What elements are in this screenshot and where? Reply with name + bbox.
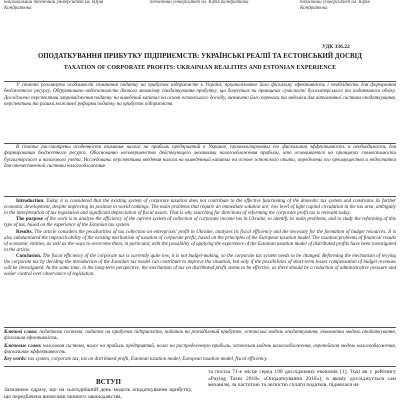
abstract-russian [4, 145, 396, 195]
keywords-ukrainian [4, 330, 396, 342]
abstract-en-text: Today it is considered that the existing system of corporate taxation does not contribute to the effective functioning of the domestic tax system and constrains its further economic development, despite improving its position in world rankings. The main problems that require an immediate solution are: low level of light capital circulation in the tax area, ambiguity in the interpretation of tax legislation and significant depreciation of fiscal assets. That is why searching for directions of reforming the corporate profit tax is relevant today. [4, 199, 396, 217]
divider [4, 81, 396, 82]
abstract-en-label: Conclusion. [16, 254, 42, 260]
keywords-english [4, 357, 396, 363]
divider [4, 327, 396, 328]
keywords-label: Ключові слова: [4, 330, 38, 335]
keywords-text: налоговая система, налог на прибыль предприятий, налог на распределенную прибыль, эстонская модель налогообложения, европейская модель налогообложения, фискальная эффективность. [4, 344, 396, 355]
udc-code: УДК 336.22 [322, 44, 350, 50]
abstract-en-paragraph [4, 217, 396, 229]
keywords-label: Key words: [4, 357, 27, 362]
keywords-label: Ключевые слова: [4, 344, 42, 349]
body-paragraph: та посіла 71-е місце серед 190 досліджених економік [1]. Тоді як у рейтингу «Paying Taxes 2018» «Оподаткування 2018»), в якому досліджується сам механізм, за частотою та легкістю сплати податків, піднялася на [208, 369, 396, 388]
divider [4, 196, 396, 197]
abstract-en-label: Introduction. [16, 199, 45, 204]
abstract-russian-text: В статье рассмотрены особенности взимания налога на прибыль предприятий в Украине, проанализированы его фискальная эффективность и необходимость для формирования бюджетного ресурса. Обоснованно несовершенство действующего механизма налогообложения прибыли, что основывается на принципах совместимости бухгалтерского и налогового учета. Исследованы перспективы введения налога на выведенный капитал на основе эстонского опыта, определены его преимущества и недостатки для отечественной системы налогообложения. [4, 145, 396, 170]
paper-title-ukrainian: ОПОДАТКУВАННЯ ПРИБУТКУ ПІДПРИЄМСТВ: УКРАЇНСЬКІ РЕАЛІЇ ТА ЕСТОНСЬКИЙ ДОСВІД [37, 53, 363, 60]
abstract-en-paragraph [4, 199, 396, 217]
body-column-right [208, 369, 396, 389]
keywords-text: податкова система, податок на прибуток підприємств, податок на розподілений прибуток, естонська модель оподаткування, економічна модель оподаткування, фіскальна ефективність. [4, 330, 396, 341]
affiliation-2: технічний університет ім. Юрія Кондратюка [150, 0, 249, 5]
keywords-russian [4, 344, 396, 356]
abstract-en-text: The fiscal efficiency of the corporate tax is currently quite low, it is not budget-making, so the corporate tax system needs to be changed. Reforming the mechanism of levying the corporate tax by deciding the introduction of the Estonian tax model can contribute to improve the situation, but only if the possibilities of short-term losses compensation of budget revenues will be investigated. At the same time, in the long-term perspective, the mechanism of tax on distributed profit seems to be effective, as there should be a reduction of administrative pressure and easier control over observance of legislation. [4, 254, 396, 278]
abstract-en-paragraph [4, 254, 396, 278]
affiliation-3: технічний університет ім. Юрія Кондратюка [300, 0, 370, 11]
body-column-left [4, 387, 192, 400]
abstract-en-text: The article considers the peculiarities of tax collection on enterprises' profit in Ukraine, analyzes its fiscal efficiency and the necessity for the formation of budget resources. It is also substantiated the impracticability of the existing mechanism of taxation of corporate profit, based on the principles of the European taxation model. The taxation problems of financial results of economic entities, as well as the ways to overcome them, in particular, with the possibility of applying the experience of the Estonian taxation model of distributed profits have been investigated in the article. [4, 229, 397, 253]
keywords-text: tax system, corporate tax, tax on distributed profit, Estonian taxation model, European taxation model, fiscal efficiency. [28, 357, 268, 362]
abstract-en-text: of the work is to analyze the efficiency of the current system of collection of corporate income tax in Ukraine, to identify its main problems, and to study the reforming of this type of tax, based on the experience of the Estonian tax system. [4, 217, 397, 229]
abstract-ukrainian [4, 83, 396, 143]
abstract-english [4, 199, 396, 325]
divider [4, 143, 396, 144]
paper-title-english: TAXATION OF CORPORATE PROFITS: UKRAINIAN REALITIES AND ESTONIAN EXPERIENCE [63, 65, 337, 71]
abstract-en-label: Results. [16, 229, 33, 235]
abstract-en-paragraph [4, 230, 396, 254]
abstract-en-label: The purpose [16, 217, 43, 223]
divider [4, 366, 396, 367]
affiliation-1: національний технічний університет ім. Юрія Кондратюка [4, 0, 104, 11]
abstract-ukrainian-text: У статті розглянуто особливості стягнення податку на прибуток підприємств в Україні, проаналізовано його фіскальну ефективність і необхідність для формування бюджетного ресурсу. Обґрунтовано недосконалість діючого механізму оподаткування прибутку, що базується на принципах сумісності бухгалтерського та податкового обліку. Досліджено перспективи запровадження податку на виведений капітал на основі естонського досвіду, визначено його переваги та недоліки для вітчизняної системи оподаткування, перспективи та ризики можливої реформи податку на прибуток підприємств. [4, 83, 396, 108]
body-paragraph: Зазначимо одразу, що на сьогоднішній день модель оподаткування прибутку, що передбачена вимогами чинного законодавства, [4, 387, 192, 400]
section-heading-introduction: ВСТУП [96, 378, 121, 386]
header-affiliations [0, 0, 400, 24]
